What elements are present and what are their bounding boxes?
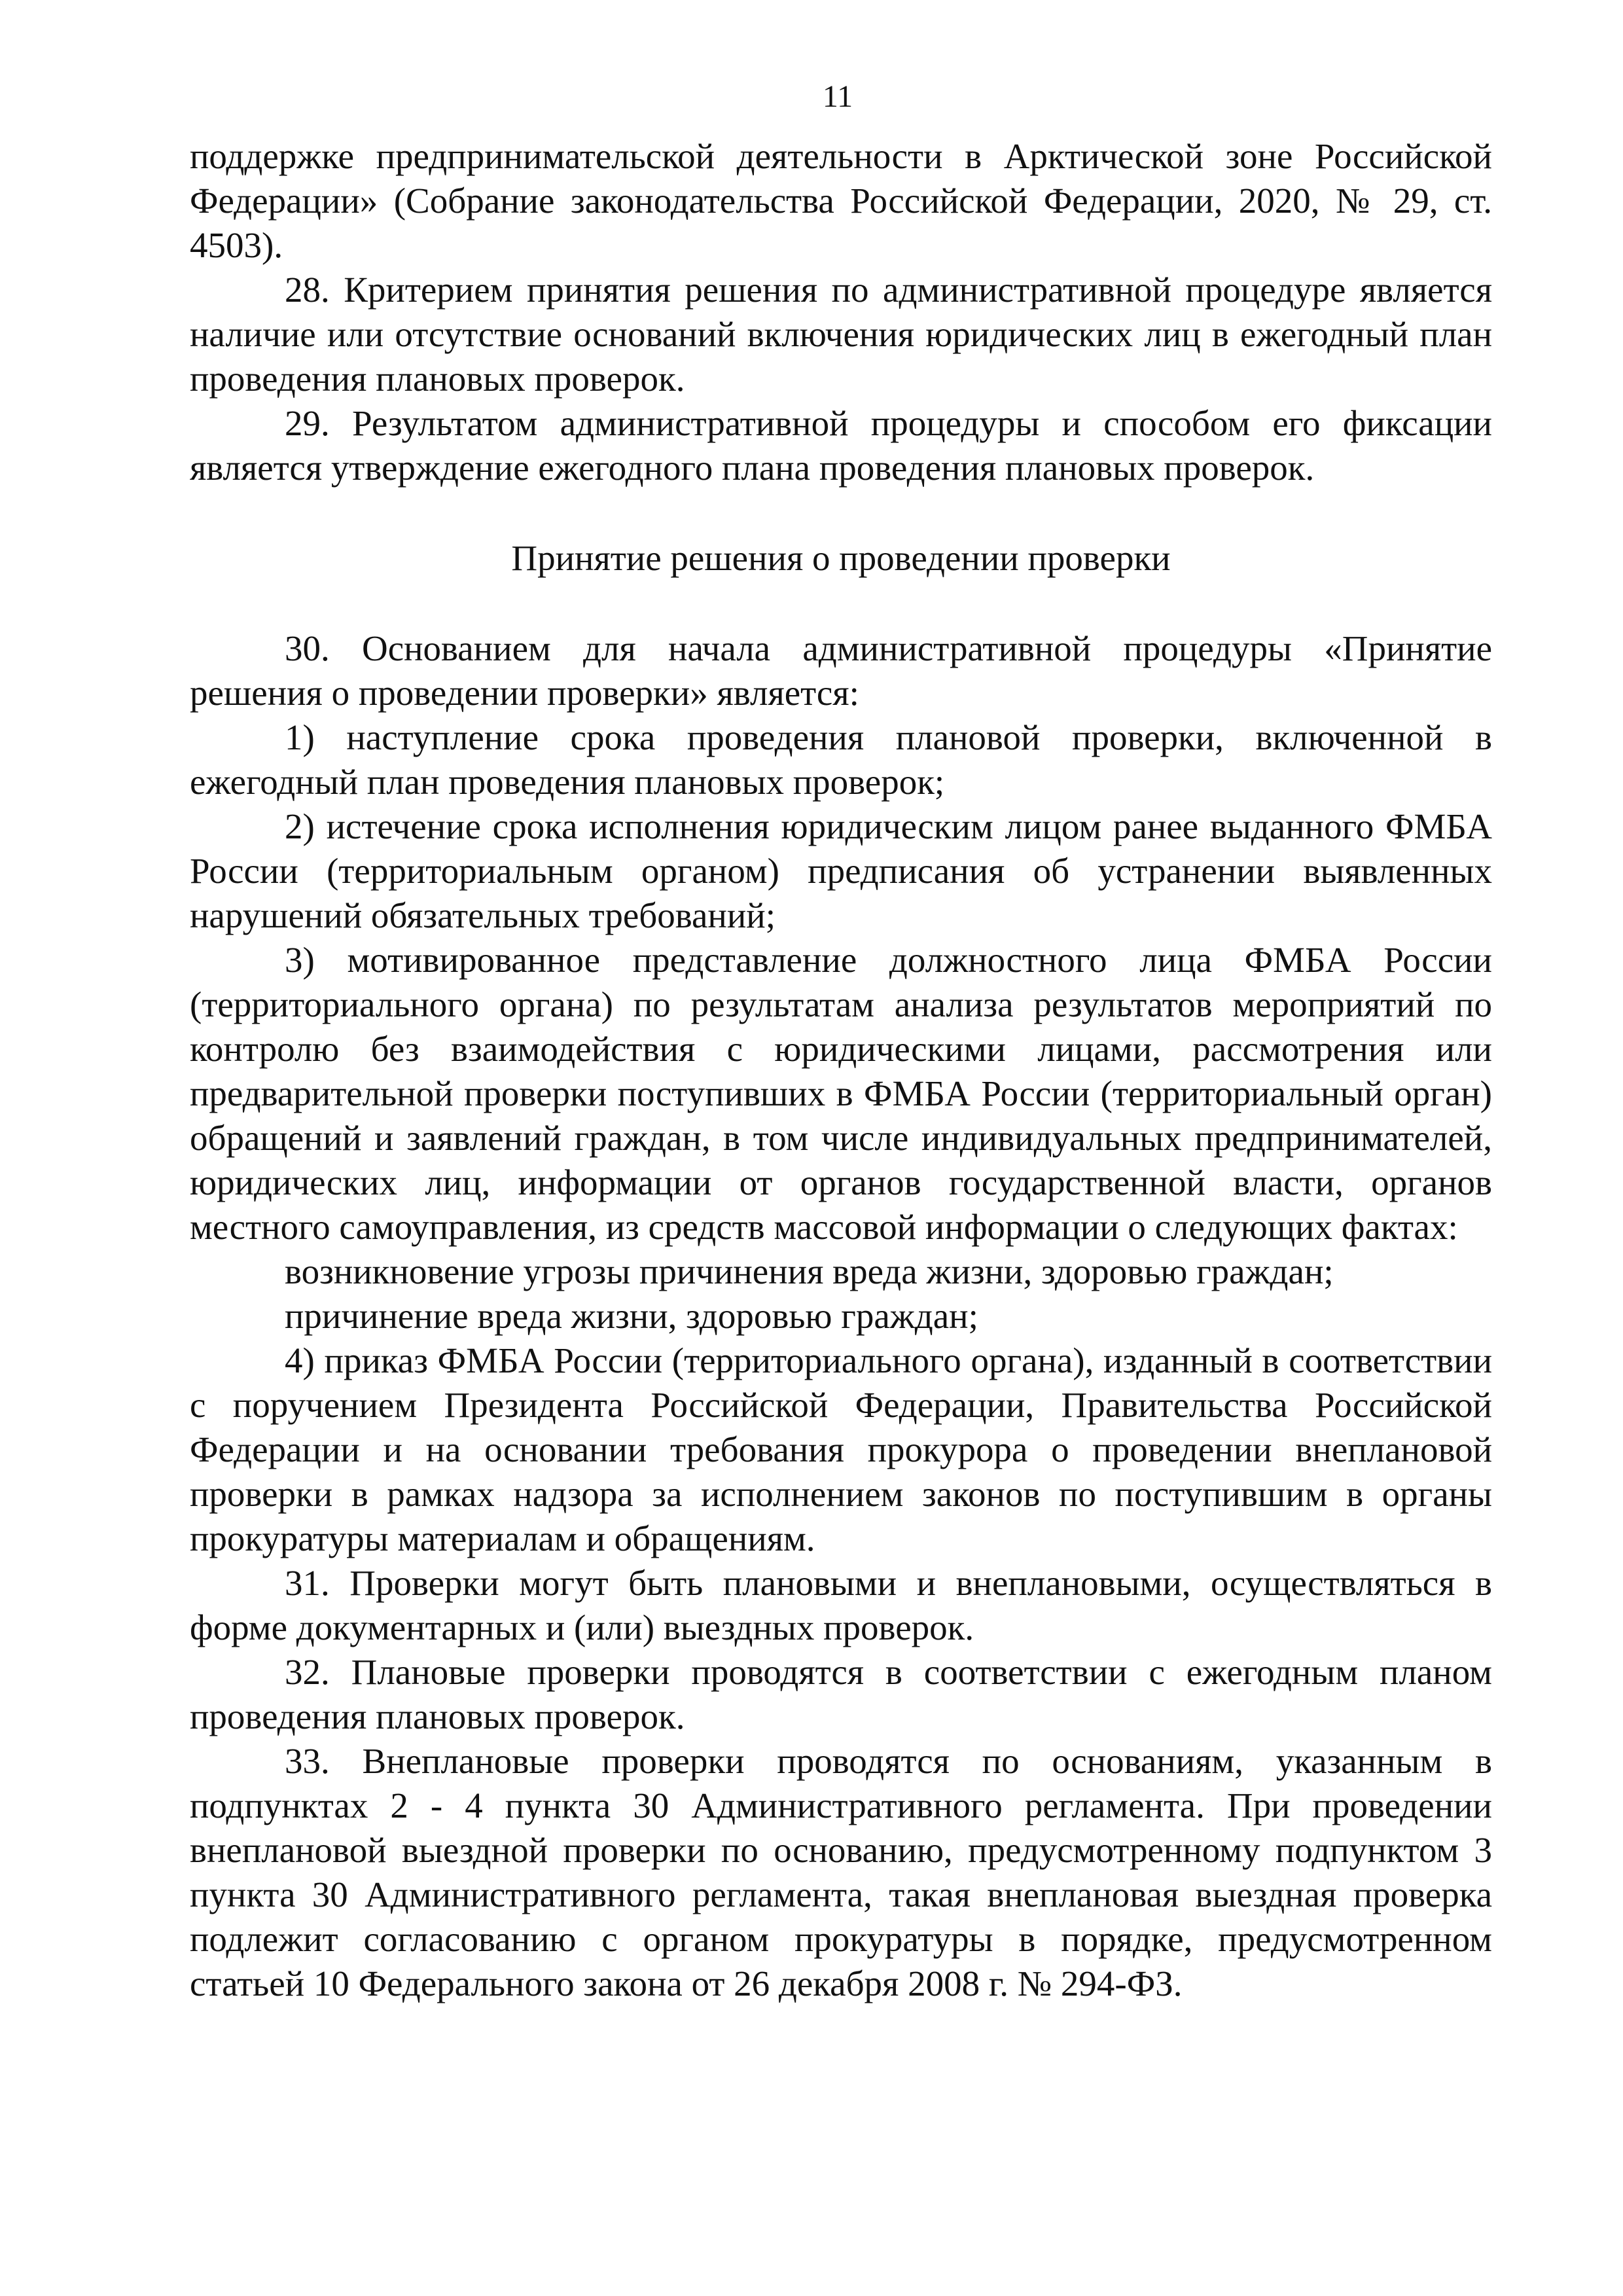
paragraph-30-item-3-fact-b: причинение вреда жизни, здоровью граждан; [285,1296,978,1336]
paragraph-28: 28. Критерием принятия решения по административной процедуре является наличие или отсутствие оснований включения юридических лиц в ежегодный план проведения плановых проверок. [190,270,1492,399]
document-body [190,134,1492,2006]
section-heading: Принятие решения о проведении проверки [511,538,1171,578]
paragraph-29: 29. Результатом административной процедуры и способом его фиксации является утверждение ежегодного плана проведения плановых проверок. [190,403,1492,488]
paragraph-30: 30. Основанием для начала административной процедуры «Принятие решения о проведении проверки» является: [190,628,1492,713]
paragraph-30-item-1: 1) наступление срока проведения плановой проверки, включенной в ежегодный план проведения плановых проверок; [190,717,1492,802]
paragraph-33: 33. Внеплановые проверки проводятся по основаниям, указанным в подпунктах 2 - 4 пункта 30 Административного регламента. При проведении внеплановой выездной проверки по основанию, предусмотренному подпунктом 3 пункта 30 Административного регламента, такая внеплановая выездная проверка подлежит согласованию с органом прокуратуры в порядке, предусмотренном статьей 10 Федерального закона от 26 декабря 2008 г. № 294-ФЗ. [190,1741,1492,2003]
paragraph-30-item-4: 4) приказ ФМБА России (территориального органа), изданный в соответствии с поручением Президента Российской Федерации, Правительства Российской Федерации и на основании требования прокурора о проведении внеплановой проверки в рамках надзора за исполнением законов по поступившим в органы прокуратуры материалам и обращениям. [190,1340,1492,1558]
paragraph-31: 31. Проверки могут быть плановыми и внеплановыми, осуществляться в форме документарных и (или) выездных проверок. [190,1563,1492,1647]
paragraph-32: 32. Плановые проверки проводятся в соответствии с ежегодным планом проведения плановых проверок. [190,1652,1492,1736]
paragraph-30-item-3: 3) мотивированное представление должностного лица ФМБА России (территориального органа) по результатам анализа результатов мероприятий по контролю без взаимодействия с юридическими лицами, рассмотрения или предварительной проверки поступивших в ФМБА России (территориальный орган) обращений и заявлений граждан, в том числе индивидуальных предпринимателей, юридических лиц, информации от органов государственной власти, органов местного самоуправления, из средств массовой информации о следующих фактах: [190,940,1492,1247]
paragraph-continuation: поддержке предпринимательской деятельности в Арктической зоне Российской Федерации» (Собрание законодательства Российской Федерации, 2020, № 29, ст. 4503). [190,136,1492,265]
paragraph-30-item-2: 2) истечение срока исполнения юридическим лицом ранее выданного ФМБА России (территориальным органом) предписания об устранении выявленных нарушений обязательных требований; [190,806,1492,935]
paragraph-30-item-3-fact-a: возникновение угрозы причинения вреда жизни, здоровью граждан; [285,1251,1334,1291]
page-number: 11 [822,79,853,114]
